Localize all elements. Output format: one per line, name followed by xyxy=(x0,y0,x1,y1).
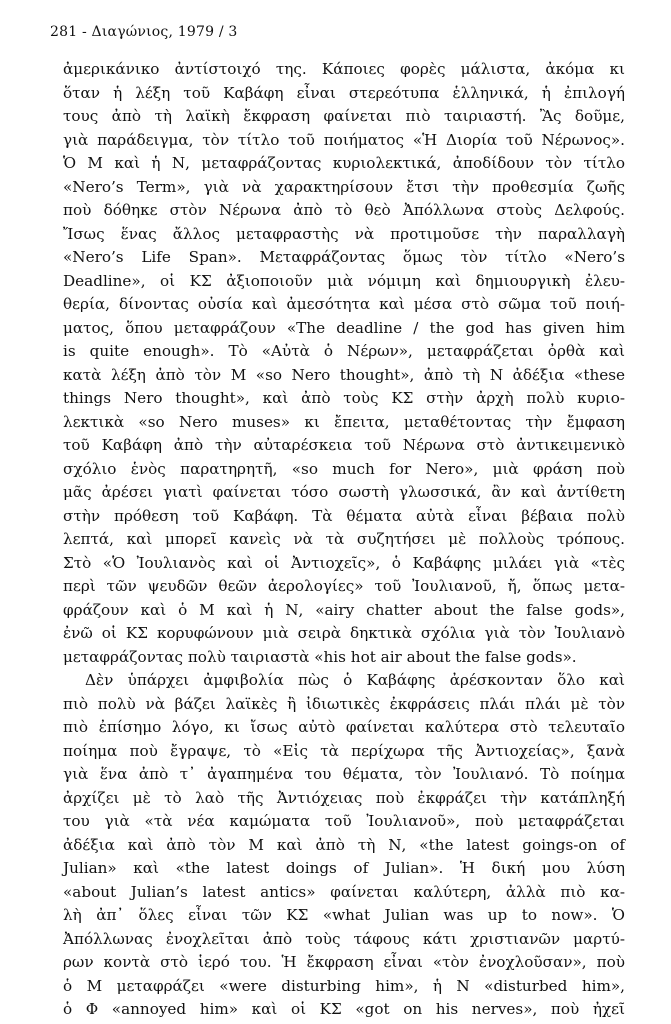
text-line: σχόλιο ἑνὸς παρατηρητῆ, «so much for Nero», μιὰ φράση ποὺ xyxy=(63,459,625,478)
text-line: κατὰ λέξη ἀπὸ τὸν Μ «so Nero thought», ἀπὸ τὴ Ν ἀδέξια «these xyxy=(63,365,625,384)
text-line: ματος, ὅπου μεταφράζουν «The deadline / the god has given him xyxy=(63,318,625,337)
text-line: γιὰ παράδειγμα, τὸν τίτλο τοῦ ποιήματος «Ἡ Διορία τοῦ Νέρωνος». xyxy=(63,130,625,149)
text-line: πιὸ πολὺ νὰ βάζει λαϊκὲς ἢ ἰδιωτικὲς ἐκφράσεις πλάι πλάι μὲ τὸν xyxy=(63,694,625,713)
text-line: περὶ τῶν ψευδῶν θεῶν ἀερολογίες» τοῦ Ἰουλιανοῦ, ἤ, ὅπως μετα- xyxy=(63,577,625,595)
text-line: ἀμερικάνικο ἀντίστοιχό της. Κάποιες φορὲς μάλιστα, ἀκόμα κι xyxy=(63,60,625,78)
text-line: «Nero’s Life Span». Μεταφράζοντας ὅμως τὸν τίτλο «Nero’s xyxy=(63,248,625,266)
text-line: Julian» καὶ «the latest doings of Julian». Ἡ δική μου λύση xyxy=(63,859,625,877)
text-line: στὴν πρόθεση τοῦ Καβάφη. Τὰ θέματα αὐτὰ εἶναι βέβαια πολὺ xyxy=(63,506,625,525)
text-line: ὅταν ἡ λέξη τοῦ Καβάφη εἶναι στερεότυπα ἑλληνικά, ἡ ἐπιλογή xyxy=(63,83,625,102)
text-line: γιὰ ἕνα ἀπὸ τ᾽ ἀγαπημένα του θέματα, τὸν Ἰουλιανό. Τὸ ποίημα xyxy=(63,765,625,783)
text-line: λεπτά, καὶ μπορεῖ κανεὶς νὰ τὰ συζητήσει μὲ πολλοὺς τρόπους. xyxy=(63,530,625,548)
text-line: μᾶς ἀρέσει γιατὶ φαίνεται τόσο σωστὴ γλωσσικά, ἂν καὶ ἀντίθετη xyxy=(63,483,625,501)
text-line: Ἴσως ἕνας ἄλλος μεταφραστὴς νὰ προτιμοῦσε τὴν παραλλαγὴ xyxy=(63,224,625,243)
paragraph xyxy=(63,669,625,1022)
text-line: ρων κοντὰ στὸ ἱερό του. Ἡ ἔκφραση εἶναι «τὸν ἐνοχλοῦσαν», ποὺ xyxy=(63,953,625,971)
text-line: θερία, δίνοντας οὐσία καὶ ἀμεσότητα καὶ μέσα στὸ σῶμα τοῦ ποιή- xyxy=(63,295,625,313)
text-line: is quite enough». Τὸ «Αὐτὰ ὁ Νέρων», μεταφράζεται ὀρθὰ καὶ xyxy=(63,342,625,360)
text-line: του γιὰ «τὰ νέα καμώματα τοῦ Ἰουλιανοῦ», ποὺ μεταφράζεται xyxy=(63,812,625,830)
text-line: ἀρχίζει μὲ τὸ λαὸ τῆς Ἀντιόχειας ποὺ ἐκφράζει τὴν κατάπληξή xyxy=(63,788,625,807)
text-line: μεταφράζοντας πολὺ ταιριαστὰ «his hot air about the false gods». xyxy=(63,647,577,666)
text-line: ὁ Φ «annoyed him» καὶ οἱ ΚΣ «got on his nerves», ποὺ ἠχεῖ xyxy=(63,1000,625,1018)
text-line: Ὁ Μ καὶ ἡ Ν, μεταφράζοντας κυριολεκτικά, ἀποδίδουν τὸν τίτλο xyxy=(63,154,625,172)
text-line: ὁ Μ μεταφράζει «were disturbing him», ἡ Ν «disturbed him», xyxy=(63,976,625,995)
text-line: τοῦ Καβάφη ἀπὸ τὴν αὐταρέσκεια τοῦ Νέρωνα στὸ ἀντικειμενικὸ xyxy=(63,436,625,454)
paragraph xyxy=(63,58,625,669)
text-line: Deadline», οἱ ΚΣ ἀξιοποιοῦν μιὰ νόμιμη καὶ δημιουργικὴ ἐλευ- xyxy=(63,271,625,290)
text-line: τους ἀπὸ τὴ λαϊκὴ ἔκφραση φαίνεται πιὸ ταιριαστή. Ἂς δοῦμε, xyxy=(63,107,625,125)
text-line: things Nero thought», καὶ ἀπὸ τοὺς ΚΣ στὴν ἀρχὴ πολὺ κυριο- xyxy=(63,389,625,407)
text-line: Ἀπόλλωνας ἐνοχλεῖται ἀπὸ τοὺς τάφους κάτι χριστιανῶν μαρτύ- xyxy=(63,929,625,948)
text-line: «Nero’s Term», γιὰ νὰ χαρακτηρίσουν ἔτσι τὴν προθεσμία ζωῆς xyxy=(63,177,625,196)
text-line: λὴ ἀπ᾽ ὅλες εἶναι τῶν ΚΣ «what Julian was up to now». Ὁ xyxy=(63,906,625,924)
text-line: Δὲν ὑπάρχει ἀμφιβολία πὼς ὁ Καβάφης ἀρέσκονταν ὅλο καὶ xyxy=(85,671,625,689)
text-line: ποὺ δόθηκε στὸν Νέρωνα ἀπὸ τὸ θεὸ Ἀπόλλωνα στοὺς Δελφούς. xyxy=(63,201,625,219)
text-line: Στὸ «Ὁ Ἰουλιανὸς καὶ οἱ Ἀντιοχεῖς», ὁ Καβάφης μιλάει γιὰ «τὲς xyxy=(63,553,625,572)
running-head: 281 - Διαγώνιος, 1979 / 3 xyxy=(50,24,238,40)
text-line: ποίημα ποὺ ἔγραψε, τὸ «Εἰς τὰ περίχωρα τῆς Ἀντιοχείας», ξανὰ xyxy=(63,741,625,760)
text-line: ἀδέξια καὶ ἀπὸ τὸν Μ καὶ ἀπὸ τὴ Ν, «the latest goings-on of xyxy=(63,835,625,854)
text-line: φράζουν καὶ ὁ Μ καὶ ἡ Ν, «airy chatter about the false gods», xyxy=(63,600,625,619)
text-line: ἐνῶ οἱ ΚΣ κορυφώνουν μιὰ σειρὰ δηκτικὰ σχόλια γιὰ τὸν Ἰουλιανὸ xyxy=(63,624,625,642)
body-text xyxy=(63,58,625,1022)
text-line: λεκτικὰ «so Nero muses» κι ἔπειτα, μεταθέτοντας τὴν ἔμφαση xyxy=(63,412,625,431)
text-line: «about Julian’s latest antics» φαίνεται καλύτερη, ἀλλὰ πιὸ κα- xyxy=(63,882,625,901)
text-line: πιὸ ἐπίσημο λόγο, κι ἴσως αὐτὸ φαίνεται καλύτερα στὸ τελευταῖο xyxy=(63,718,625,736)
